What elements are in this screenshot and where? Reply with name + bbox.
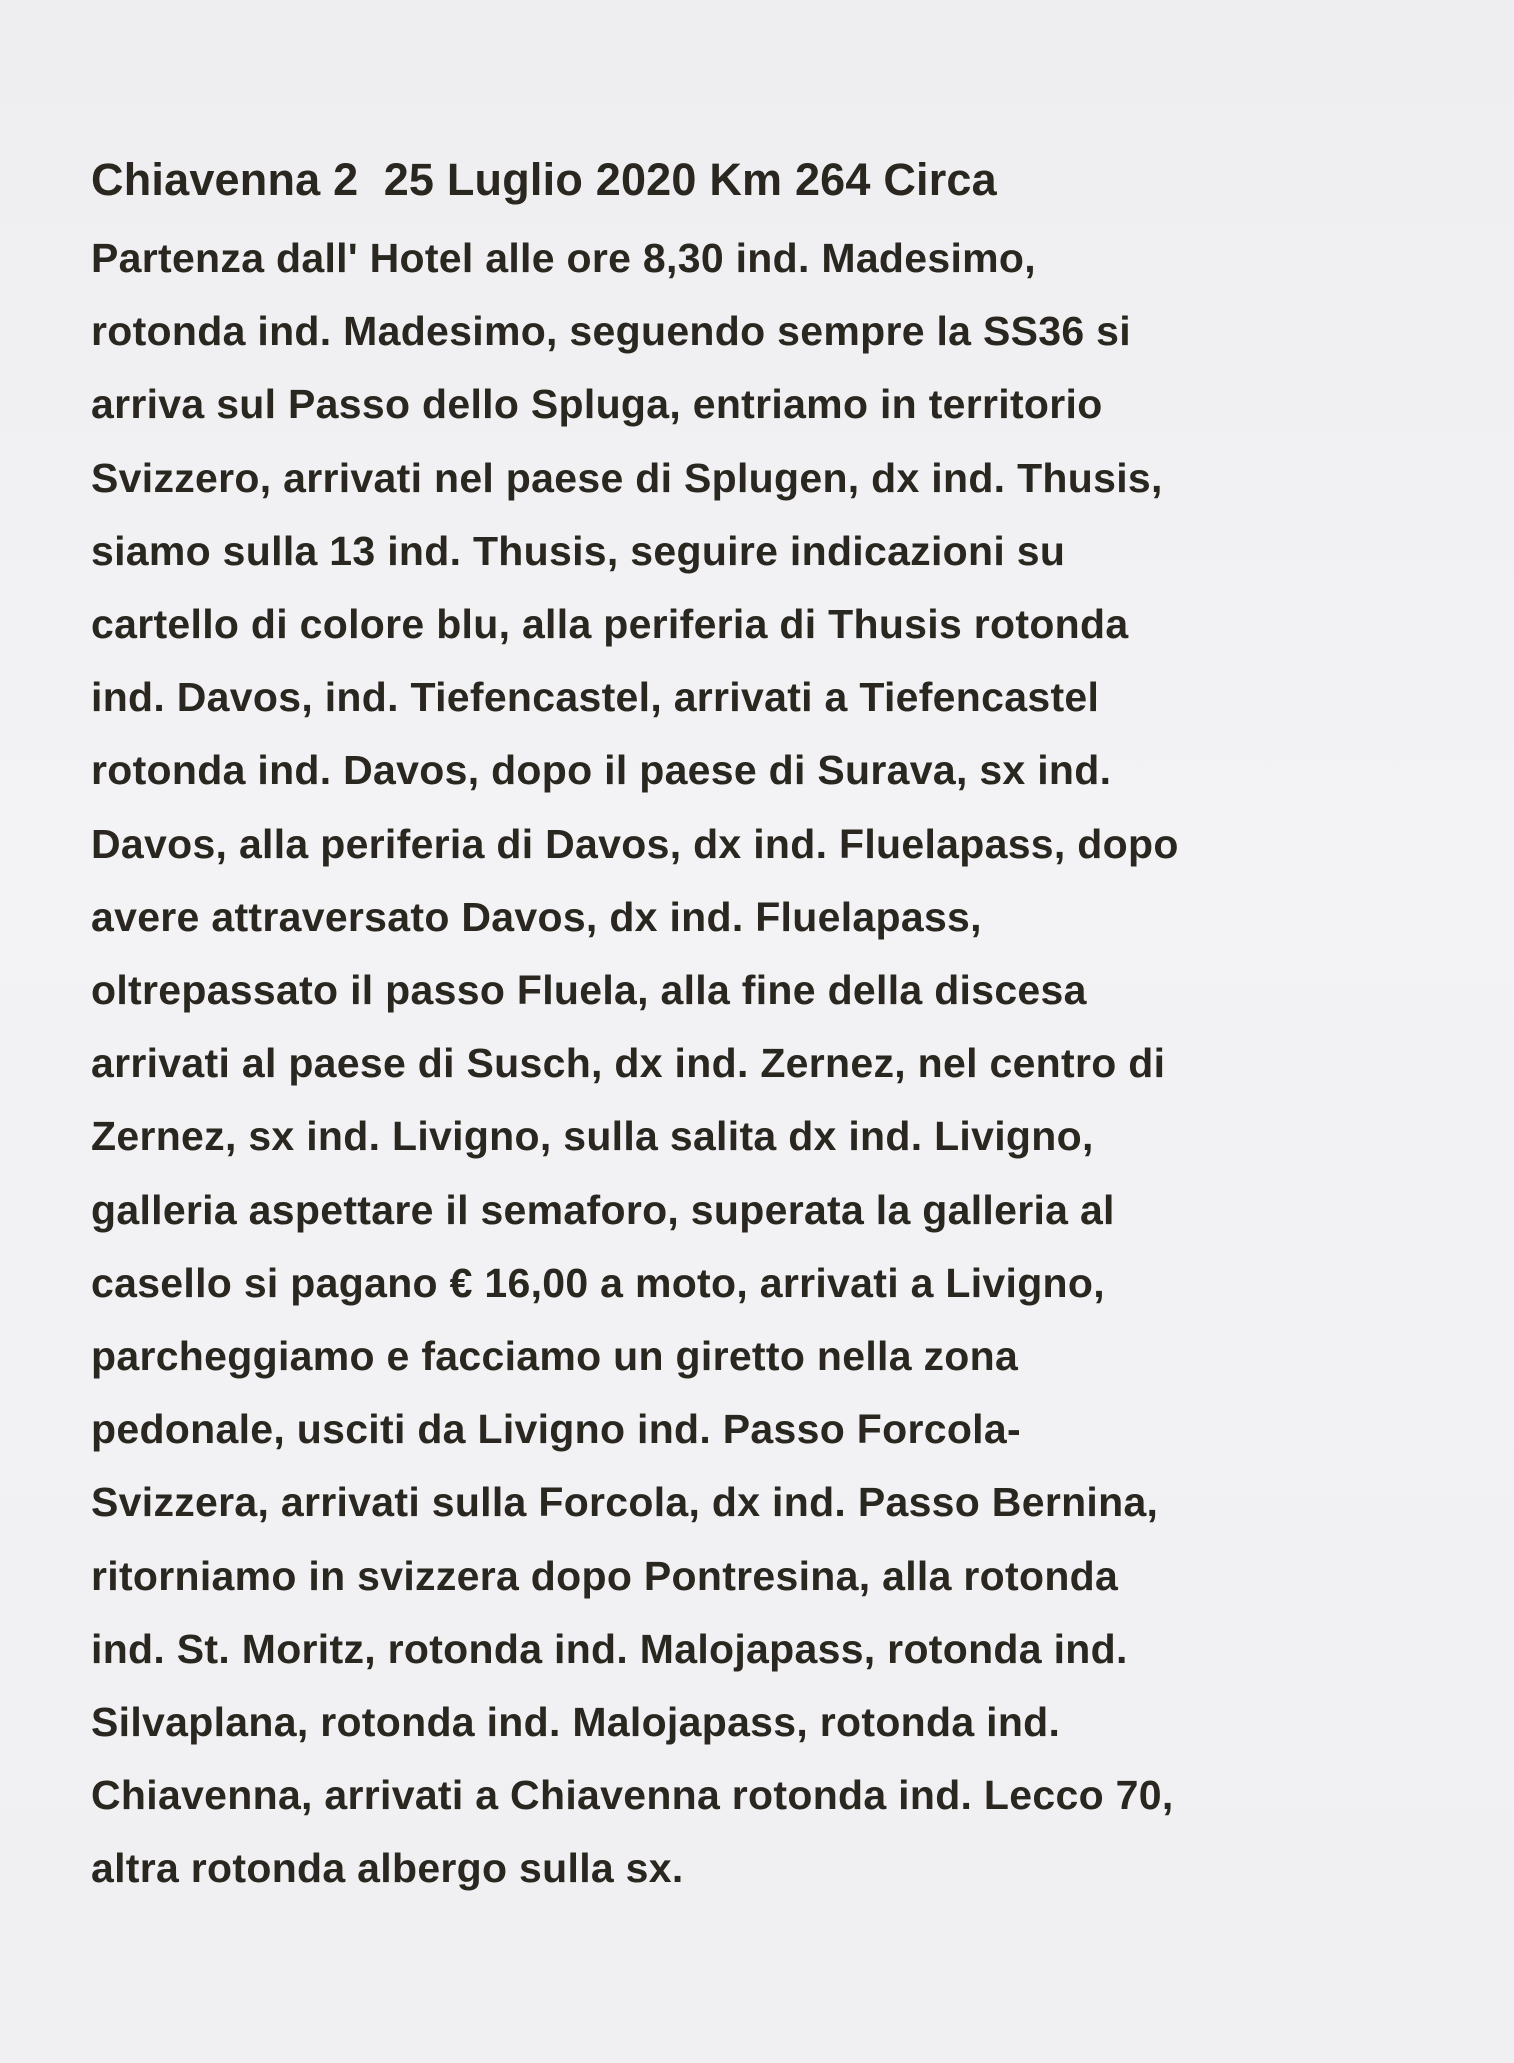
text-line: Davos, alla periferia di Davos, dx ind. Fluelapass, dopo [91,820,1179,867]
text-line: rotonda ind. Davos, dopo il paese di Surava, sx ind. [91,747,1112,794]
route-description [91,222,1451,1906]
text-line: Chiavenna, arrivati a Chiavenna rotonda ind. Lecco 70, [91,1772,1174,1819]
text-line: Zernez, sx ind. Livigno, sulla salita dx ind. Livigno, [91,1113,1094,1160]
text-line: rotonda ind. Madesimo, seguendo sempre la SS36 si [91,308,1131,355]
text-line: avere attraversato Davos, dx ind. Fluelapass, [91,893,982,940]
text-line: pedonale, usciti da Livigno ind. Passo Forcola- [91,1406,1021,1453]
text-line: Svizzera, arrivati sulla Forcola, dx ind. Passo Bernina, [91,1479,1159,1526]
text-line: siamo sulla 13 ind. Thusis, seguire indicazioni su [91,527,1066,574]
document-content [91,150,1451,1906]
text-line: arriva sul Passo dello Spluga, entriamo in territorio [91,381,1103,428]
text-line: parcheggiamo e facciamo un giretto nella zona [91,1333,1019,1380]
text-line: cartello di colore blu, alla periferia di Thusis rotonda [91,601,1129,648]
text-line: Partenza dall' Hotel alle ore 8,30 ind. Madesimo, [91,235,1036,281]
text-line: ritorniamo in svizzera dopo Pontresina, alla rotonda [91,1552,1119,1599]
text-line: ind. St. Moritz, rotonda ind. Malojapass, rotonda ind. [91,1625,1128,1672]
document-title: Chiavenna 2 25 Luglio 2020 Km 264 Circa [91,154,997,205]
text-line: oltrepassato il passo Fluela, alla fine della discesa [91,967,1087,1014]
text-line: altra rotonda albergo sulla sx. [91,1845,684,1892]
text-line: Svizzero, arrivati nel paese di Splugen, dx ind. Thusis, [91,454,1163,501]
text-line: Silvaplana, rotonda ind. Malojapass, rotonda ind. [91,1699,1061,1746]
text-line: casello si pagano € 16,00 a moto, arrivati a Livigno, [91,1259,1105,1306]
text-line: ind. Davos, ind. Tiefencastel, arrivati a Tiefencastel [91,674,1100,721]
text-line: galleria aspettare il semaforo, superata la galleria al [91,1186,1115,1233]
text-line: arrivati al paese di Susch, dx ind. Zernez, nel centro di [91,1040,1166,1087]
